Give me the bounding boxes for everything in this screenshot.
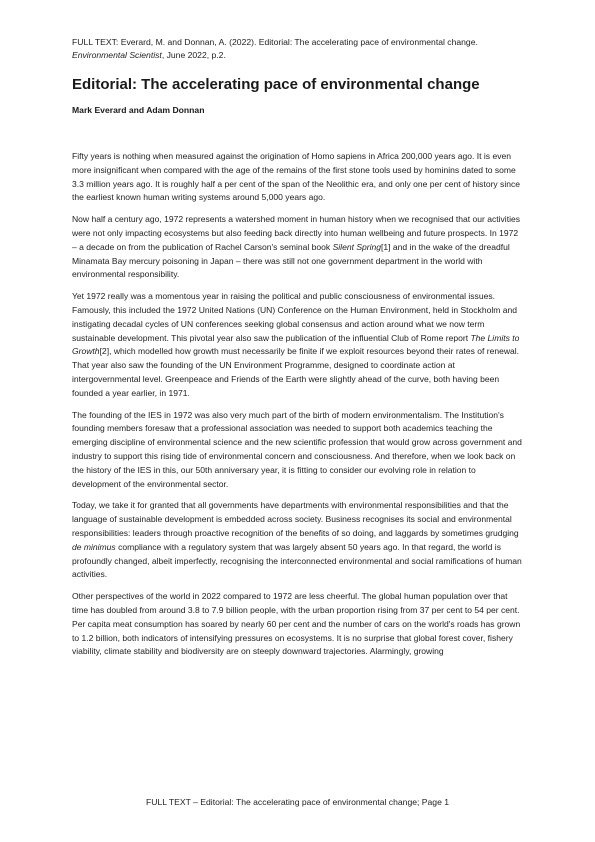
citation-text: FULL TEXT: Everard, M. and Donnan, A. (2022). Editorial: The accelerating pace of environmental change.: [72, 37, 478, 47]
page-footer: FULL TEXT – Editorial: The accelerating pace of environmental change; Page 1: [145, 797, 450, 807]
paragraph-6: Other perspectives of the world in 2022 compared to 1972 are less cheerful. The global human population over that time has doubled from around 3.8 to 7.9 billion people, with the urban proportion rising from 37 per cent to 54 per cent. Per capita meat consumption has soared by nearly 60 per cent and the number of cars on the world's roads has grown to 1.2 billion, both indicators of intensifying pressures on ecosystems. It is no surprise that global forest cover, fishery viability, climate stability and biodiversity are on steeply downward trajectories. Alarmingly, growing: [72, 591, 521, 657]
journal-name: Environmental Scientist: [72, 49, 162, 60]
paragraph-5-text-b: compliance with a regulatory system that was largely absent 50 years ago. In that regard, the world is profoundly changed, albeit imperfectly, recognising the interconnected environmental and social ramifications of human activities.: [72, 541, 522, 580]
paragraph-2-text-a: Now half a century ago, 1972 represents a watershed moment in human history when we recognised that our activities were not only impacting ecosystems but also feeding back directly into human wellbeing and future prospects. In 1972 – a decade on from the publication of Rachel Carson's seminal book: [72, 214, 521, 252]
article-title: Editorial: The accelerating pace of environmental change: [72, 76, 480, 93]
paragraph-1: Fifty years is nothing when measured against the origination of Homo sapiens in Africa 200,000 years ago. It is even more insignificant when compared with the age of the remains of the first stone tools used by hominins dated to some 3.3 million years ago. It is roughly half a per cent of the span of the Neolithic era, and only one per cent of history since the earliest known human writing systems around 5,000 years ago.: [72, 151, 521, 203]
paragraph-2: [72, 213, 524, 282]
citation-header: [72, 36, 527, 61]
article-body: [72, 150, 524, 667]
citation-date: , June 2022, p.2.: [161, 49, 226, 60]
paragraph-4: The founding of the IES in 1972 was also very much part of the birth of modern environmentalism. The Institution's founding members foresaw that a professional association was needed to support both academics teaching the emerging discipline of environmental science and the new scientific profession that would grow across government and industry to support this rising tide of environmental concern and consciousness. And therefore, when we look back on the history of the IES in this, our 50th anniversary year, it is fitting to consider our evolving role in relation to development of the environmental sector.: [72, 409, 522, 489]
paragraph-3-text-a: Yet 1972 really was a momentous year in raising the political and public consciousness of environmental issues. Famously, this included the 1972 United Nations (UN) Conference on the Human Environment, held in Stockholm and instigating decadal cycles of UN conferences seeking global consensus and action around what we now term sustainable development. This pivotal year also saw the publication of the influential Club of Rome report: [72, 291, 517, 343]
article-authors: Mark Everard and Adam Donnan: [72, 105, 205, 115]
book-title-silent-spring: Silent Spring: [332, 241, 382, 252]
paragraph-3: [72, 290, 524, 400]
paragraph-2-text-b: [1] and in the wake of the dreadful Minamata Bay mercury poisoning in Japan – there was still not one government department in the world with environmental responsibility.: [72, 241, 510, 280]
report-title-limits-to-growth: The Limits to Growth: [72, 332, 520, 357]
paragraph-3-text-b: [2], which modelled how growth must necessarily be finite if we exploit resources beyond their rates of renewal. That year also saw the founding of the UN Environment Programme, designed to coordinate action at intergovernmental level. Greenpeace and Friends of the Earth were slightly ahead of the curve, both having been founded a year earlier, in 1971.: [72, 346, 520, 398]
latin-term: de minimus: [72, 541, 116, 552]
paragraph-5: [72, 499, 524, 582]
paragraph-5-text-a: Today, we take it for granted that all governments have departments with environmental responsibilities and that the language of sustainable development is embedded across society. Business recognises its social and environmental responsibilities: leaders through proactive recognition of the benefits of so doing, and laggards by sometimes grudging: [72, 500, 519, 538]
